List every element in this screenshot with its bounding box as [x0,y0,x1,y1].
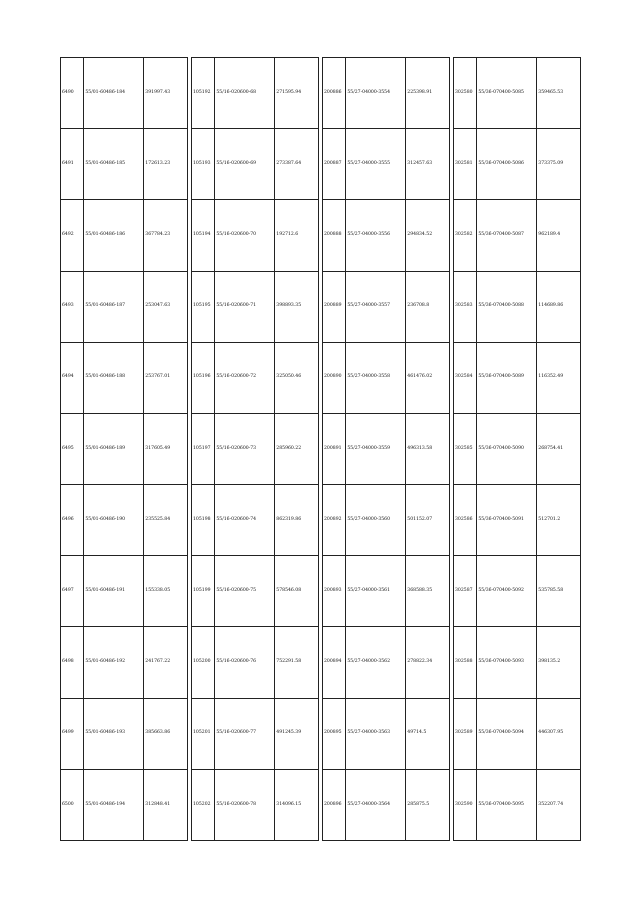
row-code: 55/27-04000-3555 [346,129,406,200]
table-row [61,627,188,698]
row-value: 278822.34 [406,627,450,698]
row-code: 55/27-04000-3560 [346,485,406,556]
row-value: 512701.2 [537,485,581,556]
row-code: 55/01-60486-193 [84,698,144,769]
row-value: 325050.46 [275,342,319,413]
row-index: 200890 [323,342,346,413]
row-index: 6493 [61,271,84,342]
row-value: 116352.49 [537,342,581,413]
table-row [323,627,450,698]
row-index: 105201 [192,698,215,769]
table-row [323,769,450,840]
row-value: 312848.41 [144,769,188,840]
row-index: 105198 [192,485,215,556]
row-index: 302583 [454,271,477,342]
row-code: 55/36-070400-5088 [477,271,537,342]
row-code: 55/36-070400-5090 [477,413,537,484]
row-value: 359465.53 [537,58,581,129]
row-index: 105193 [192,129,215,200]
row-value: 294834.52 [406,200,450,271]
table-row [323,58,450,129]
row-value: 241767.22 [144,627,188,698]
row-code: 55/16-020600-69 [215,129,275,200]
row-index: 302581 [454,129,477,200]
table-row [454,485,581,556]
row-index: 302588 [454,627,477,698]
row-value: 273387.64 [275,129,319,200]
row-value: 236708.8 [406,271,450,342]
table-row [61,129,188,200]
table-row [61,271,188,342]
row-index: 200892 [323,485,346,556]
row-code: 55/27-04000-3563 [346,698,406,769]
row-index: 6495 [61,413,84,484]
row-code: 55/16-020600-78 [215,769,275,840]
row-index: 6496 [61,485,84,556]
table-row [454,556,581,627]
row-index: 302589 [454,698,477,769]
row-value: 446307.95 [537,698,581,769]
row-code: 55/01-60486-189 [84,413,144,484]
row-code: 55/01-60486-187 [84,271,144,342]
row-value: 752291.58 [275,627,319,698]
row-index: 6490 [61,58,84,129]
row-code: 55/16-020600-74 [215,485,275,556]
row-index: 200894 [323,627,346,698]
row-value: 368588.35 [406,556,450,627]
table-row [454,200,581,271]
row-code: 55/36-070400-5087 [477,200,537,271]
row-value: 535785.58 [537,556,581,627]
table-row [454,413,581,484]
row-index: 200887 [323,129,346,200]
row-index: 105197 [192,413,215,484]
row-code: 55/27-04000-3562 [346,627,406,698]
row-index: 6498 [61,627,84,698]
row-code: 55/27-04000-3556 [346,200,406,271]
table-row [61,556,188,627]
row-code: 55/27-04000-3559 [346,413,406,484]
table-row [192,342,319,413]
table-row [323,342,450,413]
row-index: 302582 [454,200,477,271]
row-value: 155338.05 [144,556,188,627]
row-code: 55/01-60486-190 [84,485,144,556]
table-row [192,698,319,769]
row-code: 55/27-04000-3558 [346,342,406,413]
row-index: 200891 [323,413,346,484]
row-value: 398135.2 [537,627,581,698]
row-code: 55/16-020600-75 [215,556,275,627]
row-code: 55/36-070400-5086 [477,129,537,200]
row-index: 302586 [454,485,477,556]
row-index: 302580 [454,58,477,129]
table-row [454,271,581,342]
table-row [192,485,319,556]
row-code: 55/27-04000-3561 [346,556,406,627]
row-value: 391997.43 [144,58,188,129]
row-value: 373375.09 [537,129,581,200]
row-index: 302590 [454,769,477,840]
data-table-1 [60,57,188,841]
row-code: 55/36-070400-5093 [477,627,537,698]
row-index: 6497 [61,556,84,627]
row-index: 200893 [323,556,346,627]
table-row [323,129,450,200]
table-row [454,129,581,200]
row-index: 105194 [192,200,215,271]
row-value: 172613.23 [144,129,188,200]
row-index: 6492 [61,200,84,271]
table-row [323,485,450,556]
row-value: 862319.86 [275,485,319,556]
row-index: 105199 [192,556,215,627]
row-value: 578546.08 [275,556,319,627]
table-row [192,556,319,627]
row-code: 55/16-020600-77 [215,698,275,769]
row-code: 55/01-60486-191 [84,556,144,627]
row-index: 200886 [323,58,346,129]
row-value: 253767.01 [144,342,188,413]
row-value: 268754.41 [537,413,581,484]
row-code: 55/16-020600-71 [215,271,275,342]
row-value: 398893.35 [275,271,319,342]
table-row [61,769,188,840]
table-row [323,698,450,769]
row-value: 352207.74 [537,769,581,840]
row-index: 302585 [454,413,477,484]
row-index: 6500 [61,769,84,840]
row-code: 55/16-020600-73 [215,413,275,484]
row-value: 385663.86 [144,698,188,769]
table-row [61,413,188,484]
row-value: 461476.02 [406,342,450,413]
row-value: 314096.15 [275,769,319,840]
row-index: 105196 [192,342,215,413]
row-value: 491245.39 [275,698,319,769]
row-index: 105195 [192,271,215,342]
row-code: 55/36-070400-5092 [477,556,537,627]
row-value: 367784.23 [144,200,188,271]
row-code: 55/01-60486-184 [84,58,144,129]
data-table-2 [191,57,319,841]
row-code: 55/36-070400-5091 [477,485,537,556]
data-table-4 [453,57,581,841]
row-index: 302587 [454,556,477,627]
row-code: 55/01-60486-194 [84,769,144,840]
table-row [192,200,319,271]
row-code: 55/01-60486-186 [84,200,144,271]
row-index: 105200 [192,627,215,698]
table-row [323,556,450,627]
row-value: 317605.49 [144,413,188,484]
table-row [454,769,581,840]
table-row [323,200,450,271]
row-code: 55/27-04000-3557 [346,271,406,342]
data-table-3 [322,57,450,841]
row-value: 225398.91 [406,58,450,129]
row-value: 271595.94 [275,58,319,129]
row-code: 55/01-60486-185 [84,129,144,200]
row-index: 6499 [61,698,84,769]
row-index: 200896 [323,769,346,840]
table-row [192,627,319,698]
table-row [454,627,581,698]
row-value: 192712.6 [275,200,319,271]
row-code: 55/16-020600-72 [215,342,275,413]
row-value: 49714.5 [406,698,450,769]
row-code: 55/27-04000-3554 [346,58,406,129]
table-row [192,129,319,200]
row-value: 285875.5 [406,769,450,840]
row-value: 235525.84 [144,485,188,556]
row-index: 200895 [323,698,346,769]
table-row [61,200,188,271]
table-row [192,271,319,342]
row-index: 6491 [61,129,84,200]
row-code: 55/01-60486-188 [84,342,144,413]
row-index: 105202 [192,769,215,840]
row-code: 55/36-070400-5094 [477,698,537,769]
document-sheet [60,57,582,841]
row-code: 55/16-020600-76 [215,627,275,698]
table-row [454,698,581,769]
table-row [61,342,188,413]
row-code: 55/01-60486-192 [84,627,144,698]
row-code: 55/36-070400-5085 [477,58,537,129]
row-code: 55/36-070400-5095 [477,769,537,840]
row-index: 6494 [61,342,84,413]
row-code: 55/16-020600-70 [215,200,275,271]
table-row [454,342,581,413]
row-value: 253047.63 [144,271,188,342]
row-index: 200889 [323,271,346,342]
table-row [454,58,581,129]
row-value: 501152.07 [406,485,450,556]
row-value: 114689.86 [537,271,581,342]
row-code: 55/36-070400-5089 [477,342,537,413]
row-index: 302584 [454,342,477,413]
table-row [192,58,319,129]
row-index: 105192 [192,58,215,129]
row-value: 962189.4 [537,200,581,271]
table-row [192,769,319,840]
table-row [323,413,450,484]
row-code: 55/16-020600-68 [215,58,275,129]
table-row [192,413,319,484]
table-row [61,698,188,769]
table-row [61,58,188,129]
row-value: 285960.22 [275,413,319,484]
row-value: 496313.58 [406,413,450,484]
row-code: 55/27-04000-3564 [346,769,406,840]
table-row [323,271,450,342]
table-row [61,485,188,556]
row-index: 200888 [323,200,346,271]
row-value: 312457.63 [406,129,450,200]
